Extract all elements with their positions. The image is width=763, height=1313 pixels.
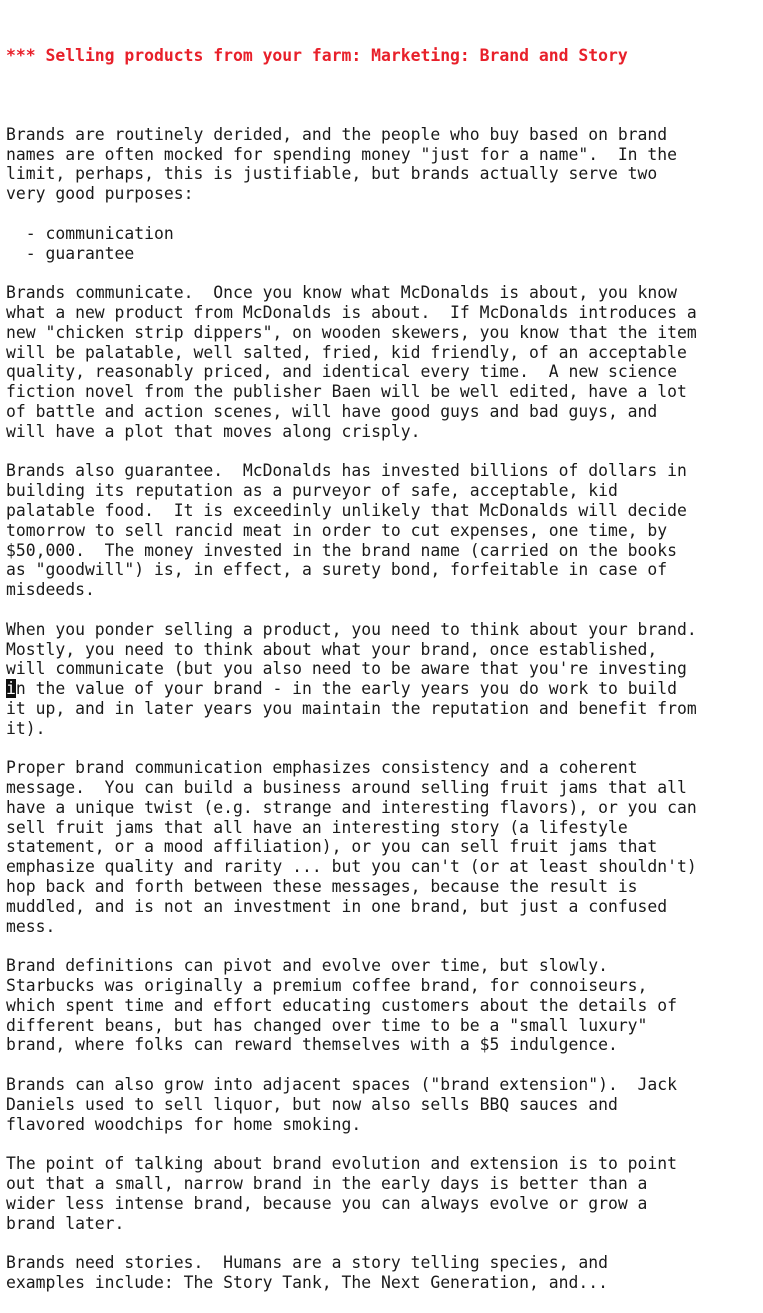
text-line: muddled, and is not an investment in one brand, but just a confused [6,896,668,916]
text-line: Proper brand communication emphasizes consistency and a coherent [6,758,638,778]
blank-line [6,442,763,462]
text-line: statement, or a mood affiliation), or you can sell fruit jams that [6,837,658,857]
text-line: When you ponder selling a product, you need to think about your brand. [6,619,697,639]
text-line: out that a small, narrow brand in the early days is better than a [6,1174,648,1194]
text-line: have a unique twist (e.g. strange and interesting flavors), or you can [6,797,697,817]
blank-line [6,738,763,758]
text-line: Brands need stories. Humans are a story telling species, and [6,1253,608,1273]
text-line: Brands also guarantee. McDonalds has invested billions of dollars in [6,461,687,481]
text-line: limit, perhaps, this is justifiable, but brands actually serve two [6,164,658,184]
text-line: palatable food. It is exceedinly unlikely that McDonalds will decide [6,500,687,520]
text-line: Brands can also grow into adjacent spaces ("brand extension"). Jack [6,1075,678,1095]
text-line: - communication [6,223,174,243]
text-editor[interactable] [6,6,763,1313]
blank-line [6,1055,763,1075]
text-line: The point of talking about brand evolution and extension is to point [6,1154,678,1174]
text-line: Brand definitions can pivot and evolve over time, but slowly. [6,956,608,976]
text-line: fiction novel from the publisher Baen will be well edited, have a lot [6,382,687,402]
blank-line [6,600,763,620]
text-line-cursor [6,679,763,699]
text-line: sell fruit jams that all have an interesting story (a lifestyle [6,817,628,837]
text-line: as "goodwill") is, in effect, a surety bond, forfeitable in case of [6,560,668,580]
text-line: will have a plot that moves along crisply. [6,421,421,441]
text-line: $50,000. The money invested in the brand name (carried on the books [6,540,678,560]
text-line: flavored woodchips for home smoking. [6,1114,362,1134]
text-line: it up, and in later years you maintain the reputation and benefit from [6,698,697,718]
text-cursor: i [6,679,16,699]
text-line: Starbucks was originally a premium coffee brand, for connoiseurs, [6,976,648,996]
blank-line [6,105,763,125]
text-line: emphasize quality and rarity ... but you can't (or at least shouldn't) [6,857,697,877]
blank-line [6,1134,763,1154]
text-line: will be palatable, well salted, fried, kid friendly, of an acceptable [6,342,687,362]
document-heading: *** Selling products from your farm: Marketing: Brand and Story [6,45,628,65]
text-line: wider less intense brand, because you can always evolve or grow a [6,1193,648,1213]
text-line: will communicate (but you also need to be aware that you're investing [6,659,687,679]
text-line: it). [6,718,46,738]
blank-line [6,204,763,224]
blank-line [6,1233,763,1253]
blank-line [6,936,763,956]
text-line: Daniels used to sell liquor, but now also sells BBQ sauces and [6,1094,618,1114]
text-line: names are often mocked for spending money "just for a name". In the [6,144,678,164]
text-line: - guarantee [6,243,135,263]
text-line: tomorrow to sell rancid meat in order to cut expenses, one time, by [6,520,668,540]
text-line: Brands communicate. Once you know what McDonalds is about, you know [6,283,678,303]
text-line: mess. [6,916,56,936]
text-line: examples include: The Story Tank, The Next Generation, and... [6,1273,608,1292]
blank-line [6,263,763,283]
text-line: message. You can build a business around selling fruit jams that all [6,778,687,798]
text-line: which spent time and effort educating customers about the details of [6,995,678,1015]
text-line: brand later. [6,1213,125,1233]
text-line: new "chicken strip dippers", on wooden skewers, you know that the item [6,322,697,342]
text-line: hop back and forth between these messages, because the result is [6,877,638,897]
text-line: very good purposes: [6,184,194,204]
text-line: Brands are routinely derided, and the people who buy based on brand [6,124,668,144]
text-line: brand, where folks can reward themselves with a $5 indulgence. [6,1035,618,1055]
text-line: misdeeds. [6,580,95,600]
text-line: building its reputation as a purveyor of safe, acceptable, kid [6,481,618,501]
text-line: quality, reasonably priced, and identical every time. A new science [6,362,678,382]
text-line: of battle and action scenes, will have good guys and bad guys, and [6,401,658,421]
cursor-line-rest: n the value of your brand - in the early years you do work to build [15,679,678,699]
text-line: Mostly, you need to think about what your brand, once established, [6,639,658,659]
text-line: what a new product from McDonalds is about. If McDonalds introduces a [6,302,697,322]
text-line: different beans, but has changed over time to be a "small luxury" [6,1015,648,1035]
document-body [6,105,763,1293]
